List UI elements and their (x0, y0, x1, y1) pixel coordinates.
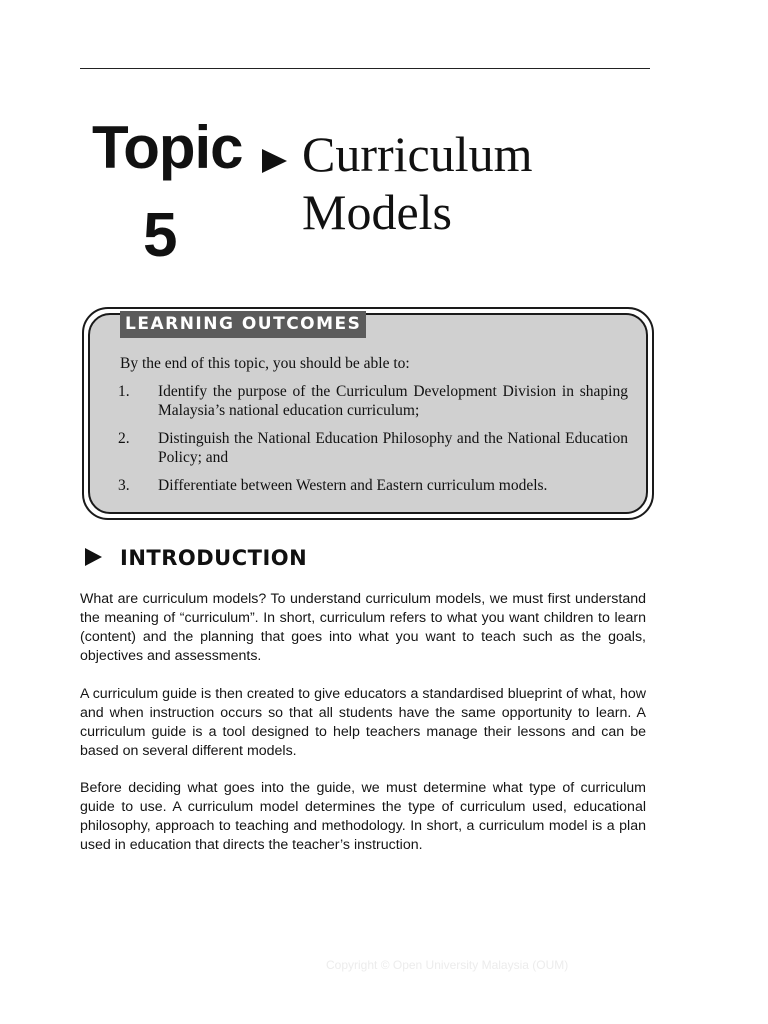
topic-number: 5 (143, 201, 178, 270)
list-item-text: Distinguish the National Education Philosophy and the National Education Policy; and (158, 430, 628, 466)
paragraph: What are curriculum models? To understand curriculum models, we must first understand the meaning of “curriculum”. In short, curriculum refers to what you want children to learn (content) and the planning that goes into what you want to teach such as the goals, objectives and assessments. (80, 591, 646, 664)
chapter-title-line-2: Models (302, 184, 452, 240)
triangle-arrow-icon (260, 148, 288, 174)
list-item-text: Differentiate between Western and Eastern curriculum models. (158, 477, 548, 494)
list-item-number: 3. (118, 477, 130, 494)
list-item (118, 429, 628, 467)
list-item (118, 476, 628, 495)
learning-outcomes-label: LEARNING OUTCOMES (120, 311, 366, 338)
list-item (118, 382, 628, 420)
paragraph: Before deciding what goes into the guide, we must determine what type of curriculum guide to use. A curriculum model determines the type of curriculum used, educational philosophy, approach to teaching and methodology. In short, a curriculum model is a plan used in education that directs the teacher’s instruction. (80, 780, 646, 853)
learning-outcomes-intro: By the end of this topic, you should be able to: (120, 355, 410, 372)
list-item-text: Identify the purpose of the Curriculum Development Division in shaping Malaysia’s national education curriculum; (158, 383, 628, 419)
learning-outcomes-list (118, 382, 628, 504)
chapter-title-line-1: Curriculum (302, 126, 533, 182)
top-rule (80, 68, 650, 69)
chapter-title (302, 125, 533, 241)
copyright-watermark: Copyright © Open University Malaysia (OUM) (326, 958, 569, 972)
topic-label: Topic (92, 114, 243, 181)
section-arrow-icon (83, 547, 103, 567)
list-item-number: 2. (118, 430, 130, 447)
paragraph: A curriculum guide is then created to give educators a standardised blueprint of what, how and when instruction occurs so that all students have the same opportunity to learn. A curriculum guide is a tool designed to help teachers manage their lessons and can be based on several different models. (80, 686, 646, 759)
list-item-number: 1. (118, 383, 130, 400)
section-heading: INTRODUCTION (120, 546, 308, 570)
